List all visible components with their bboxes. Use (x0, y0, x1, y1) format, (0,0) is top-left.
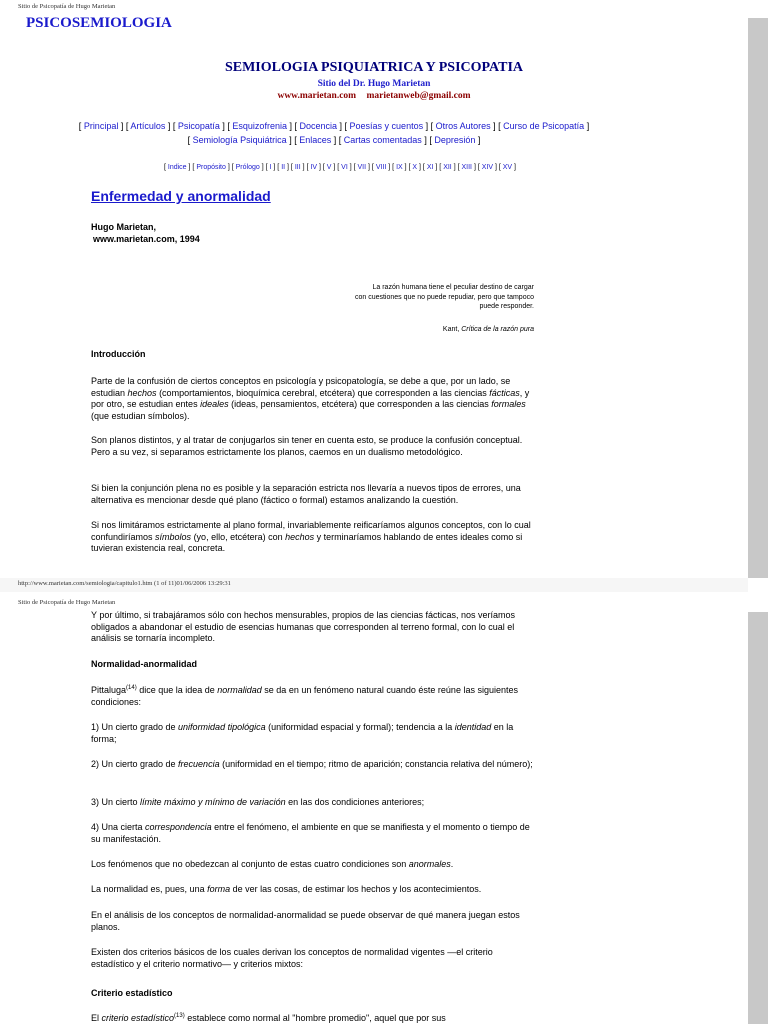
author-name: Hugo Marietan, (91, 222, 157, 232)
nav-link-curso[interactable]: Curso de Psicopatía (503, 121, 585, 131)
paragraph: Existen dos criterios básicos de los cuales derivan los conceptos de normalidad vigentes —el criterio estadístico y el criterio normativo— y criterios mixtos: (91, 947, 493, 969)
index-link[interactable]: XV (502, 164, 513, 171)
list-item: 1) Un cierto grado de uniformidad tipológica (uniformidad espacial y formal); tendencia a la identidad en la forma; (91, 722, 514, 744)
paragraph: En el análisis de los conceptos de normalidad-anormalidad se puede observar de qué manera juegan estos planos. (91, 910, 520, 932)
chapter-index: [ Indice ] [ Propósito ] [ Prólogo ] [ I ] [ II ] [ III ] [ IV ] [ V ] [ VI ] [ VII ] [ VIII ] [ IX ] [ X ] [ XI ] [ XII ] [ XIII ] [ XIV ] [ XV ] (164, 164, 516, 171)
section-heading-estadistico: Criterio estadístico (91, 988, 173, 998)
nav-link-depresion[interactable]: Depresión (434, 135, 476, 145)
list-item: 2) Un cierto grado de frecuencia (uniformidad en el tiempo; ritmo de aparición; constancia relativa del número); (91, 759, 533, 769)
index-link[interactable]: XIII (461, 164, 472, 171)
index-link[interactable]: Propósito (196, 164, 226, 171)
article-author (91, 221, 200, 245)
author-site: www.marietan.com, 1994 (93, 234, 200, 244)
index-link[interactable]: II (281, 164, 286, 171)
section-heading-normalidad: Normalidad-anormalidad (91, 659, 198, 669)
nav-link-esquizofrenia[interactable]: Esquizofrenia (232, 121, 287, 131)
page-header: Sitio de Psicopatía de Hugo Marietan (18, 3, 116, 10)
index-link[interactable]: VIII (375, 164, 387, 171)
paragraph: Pittaluga$^{(14)}$ dice que la idea de normalidad se da en un fenómeno natural cuando éste reúne las siguientes condiciones: (91, 685, 518, 707)
index-link[interactable]: I (269, 164, 272, 171)
section-heading-intro: Introducción (91, 349, 146, 359)
nav-link-semiologia[interactable]: Semiología Psiquiátrica (192, 135, 287, 145)
article-title[interactable]: Enfermedad y anormalidad (91, 188, 271, 204)
paragraph: Parte de la confusión de ciertos conceptos en psicología y psicopatología, se debe a que, por un lado, se estudian hechos (comportamientos, bioquímica cerebral, etcétera) que corresponden a las ciencias fácticas, y por otro, se estudian entes ideales (ideas, pensamientos, etcétera) que corresponden a las ciencias formales (que estudian símbolos). (91, 376, 530, 421)
paragraph: Si nos limitáramos estrictamente al plano formal, invariablemente reificaríamos algunos conceptos, con lo cual confundiríamos símbolos (yo, ello, etcétera) con hechos y terminaríamos hablando de entes ideales como si tuvieran existencia real, concreta. (91, 520, 531, 554)
epigraph-line: La razón humana tiene el peculiar destino de cargar (372, 284, 534, 291)
document-page-2 (0, 592, 748, 1024)
site-contact (0, 91, 748, 101)
nav-menu (40, 119, 628, 147)
index-link[interactable]: XIV (481, 164, 494, 171)
nav-link-enlaces[interactable]: Enlaces (299, 135, 332, 145)
website-link[interactable]: www.marietan.com (277, 91, 357, 101)
index-link[interactable]: V (326, 164, 332, 171)
paragraph: La normalidad es, pues, una forma de ver las cosas, de estimar los hechos y los acontecimientos. (91, 884, 482, 894)
site-subtitle: Sitio del Dr. Hugo Marietan (317, 79, 431, 89)
index-link[interactable]: XII (443, 164, 452, 171)
scrollbar-thumb[interactable] (748, 612, 768, 1024)
page-footer-url: http://www.marietan.com/semiologia/capitulo1.htm (1 of 11)01/06/2006 13:29:31 (18, 580, 231, 587)
index-link[interactable]: IX (396, 164, 403, 171)
paragraph: Los fenómenos que no obedezcan al conjunto de estas cuatro condiciones son anormales. (91, 859, 454, 869)
index-link[interactable]: VI (341, 164, 348, 171)
citation-work: Crítica de la razón pura (461, 326, 534, 333)
nav-row-2: [ Semiología Psiquiátrica ] [ Enlaces ] [ Cartas comentadas ] [ Depresión ] (187, 135, 481, 145)
index-link[interactable]: XI (426, 164, 434, 171)
index-link[interactable]: VII (357, 164, 367, 171)
epigraph-line: con cuestiones que no puede repudiar, pero que tampoco (354, 293, 534, 301)
nav-link-articulos[interactable]: Artículos (130, 121, 166, 131)
epigraph-line: puede responder. (479, 303, 534, 311)
paragraph: Son planos distintos, y al tratar de conjugarlos sin tener en cuenta esto, se produce la confusión conceptual. Pero a su vez, si separamos estrictamente los planos, caemos en un dualismo metodológico. (91, 435, 523, 457)
nav-link-cartas[interactable]: Cartas comentadas (343, 135, 422, 145)
index-link[interactable]: Prólogo (235, 164, 260, 171)
nav-link-principal[interactable]: Principal (83, 121, 119, 131)
epigraph-citation (300, 326, 534, 333)
paragraph: Si bien la conjunción plena no es posible y la separación estricta nos llevaría a nuevos tipos de errores, una alternativa es mencionar desde qué plano (fáctico o formal) estamos analizando la cuestión. (91, 483, 521, 505)
index-link[interactable]: Indice (167, 164, 187, 171)
main-title: SEMIOLOGIA PSIQUIATRICA Y PSICOPATIA (224, 60, 524, 75)
index-link[interactable]: III (294, 164, 301, 171)
site-title: PSICOSEMIOLOGIA (26, 15, 172, 31)
email-link[interactable]: marietanweb@gmail.com (366, 91, 471, 101)
index-link[interactable]: X (412, 164, 418, 171)
paragraph: Y por último, si trabajáramos sólo con hechos mensurables, propios de las ciencias fácticas, nos veríamos obligados a abandonar el estudio de esencias humanas que corresponden al terreno formal, con lo cual el análisis se tornaría incompleto. (91, 610, 516, 644)
nav-link-otros-autores[interactable]: Otros Autores (435, 121, 491, 131)
nav-link-poesias[interactable]: Poesías y cuentos (349, 121, 424, 131)
scrollbar-thumb[interactable] (748, 18, 768, 578)
paragraph: El criterio estadístico$^{(13)}$ establece como normal al "hombre promedio", aquel que por sus (91, 1013, 446, 1023)
list-item: 4) Una cierta correspondencia entre el fenómeno, el ambiente en que se manifiesta y el momento o tiempo de su manifestación. (91, 822, 530, 844)
nav-link-docencia[interactable]: Docencia (299, 121, 338, 131)
list-item: 3) Un cierto límite máximo y mínimo de variación en las dos condiciones anteriores; (91, 797, 425, 807)
index-link[interactable]: IV (310, 164, 318, 171)
page-header: Sitio de Psicopatía de Hugo Marietan (18, 599, 116, 606)
nav-link-psicopatia[interactable]: Psicopatía (177, 121, 220, 131)
epigraph (300, 283, 534, 312)
nav-row-1: [ Principal ] [ Artículos ] [ Psicopatía ] [ Esquizofrenia ] [ Docencia ] [ Poesías y cuentos ] [ Otros Autores ] [ Curso de Psicopatía ] (78, 121, 590, 131)
citation-author: Kant, (442, 326, 460, 333)
